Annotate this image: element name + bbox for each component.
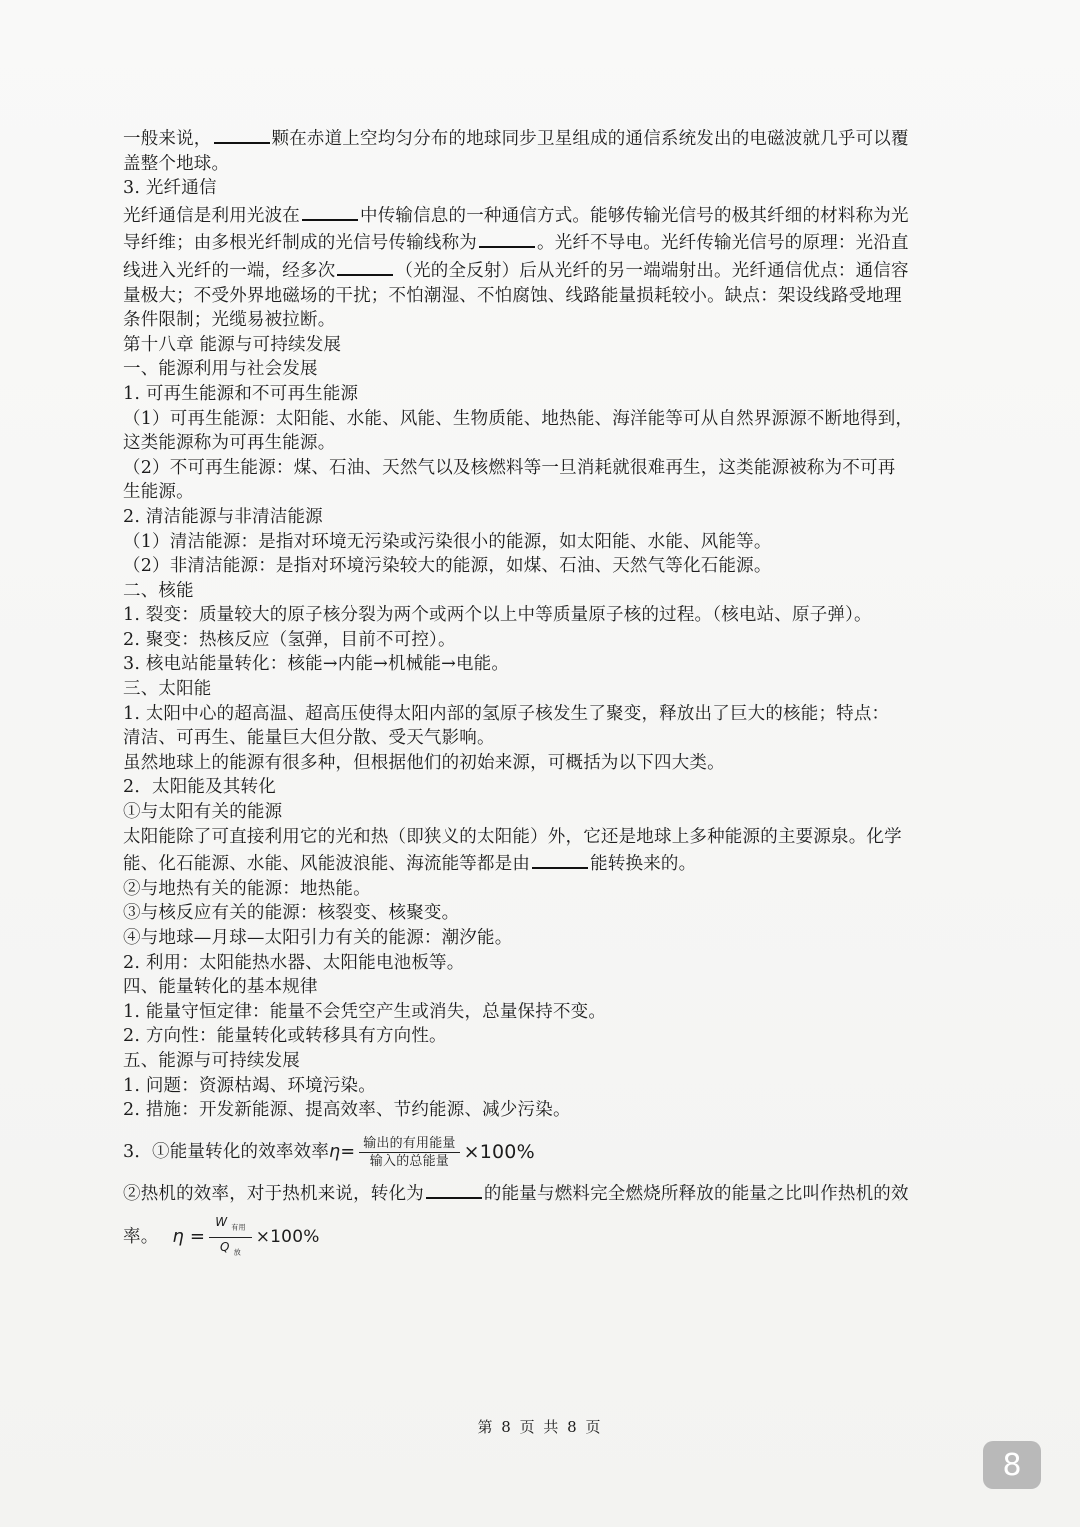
text-line: 3. 核电站能量转化：核能→内能→机械能→电能。 (123, 654, 510, 675)
eta-symbol: η= (329, 1142, 356, 1163)
text-line: 线进入光纤的一端，经多次 （光的全反射）后从光纤的另一端端射出。光纤通信优点：通信容 (123, 256, 959, 284)
fraction (359, 1135, 459, 1170)
text-line: 2. 方向性：能量转化或转移具有方向性。 (123, 1026, 447, 1047)
text-line: 盖整个地球。 (123, 153, 230, 174)
section-heading: 二、核能 (123, 580, 194, 601)
text-line: 太阳能除了可直接利用它的光和热（即狭义的太阳能）外，它还是地球上多种能源的主要源泉。化学 (123, 826, 902, 847)
text-line: 1. 问题：资源枯竭、环境污染。 (123, 1075, 376, 1096)
text-line: 能、化石能源、水能、风能波浪能、海流能等都是由 能转换来的。 (123, 849, 959, 877)
fraction-denominator: Q $_放$ (220, 1239, 241, 1257)
fill-blank (532, 849, 588, 869)
text-line: ②热机的效率，对于热机来说，转化为 的能量与燃料完全燃烧所释放的能量之比叫作热机的效 (123, 1179, 959, 1207)
text-line: 一般来说， 颗在赤道上空均匀分布的地球同步卫星组成的通信系统发出的电磁波就几乎可以覆 (123, 124, 959, 152)
eta-symbol: η = (172, 1226, 206, 1248)
text-line: 量极大；不受外界地磁场的干扰；不怕潮湿、不怕腐蚀、线路能量损耗较小。缺点：架设线路受地理 (123, 285, 902, 306)
section-heading: 一、能源利用与社会发展 (123, 359, 318, 380)
text-line: ④与地球—月球—太阳引力有关的能源：潮汐能。 (123, 928, 513, 948)
text-line: 1. 太阳中心的超高温、超高压使得太阳内部的氢原子核发生了聚变，释放出了巨大的核能；特点： (123, 703, 890, 724)
text-line: 生能源。 (123, 482, 194, 503)
section-heading: 四、能量转化的基本规律 (123, 977, 318, 998)
text-line: 这类能源称为可再生能源。 (123, 433, 336, 454)
page-footer: 第 8 页 共 8 页 (477, 1418, 603, 1436)
section-heading: 3. 光纤通信 (123, 178, 217, 199)
text-line: 导纤维；由多根光纤制成的光信号传输线称为 。光纤不导电。光纤传输光信号的原理：光沿直 (123, 228, 959, 256)
subsection-heading: 2．太阳能及其转化 (123, 777, 276, 798)
section-heading: 五、能源与可持续发展 (123, 1050, 300, 1071)
text-line: ②与地热有关的能源：地热能。 (123, 878, 371, 899)
text-line: 光纤通信是利用光波在 中传输信息的一种通信方式。能够传输光信号的极其纤细的材料称为光 (123, 201, 959, 229)
fraction-denominator: 输入的总能量 (369, 1154, 449, 1170)
text-line: ③与核反应有关的能源：核裂变、核聚变。 (123, 903, 460, 924)
fraction-numerator: W $_{有用}$ (209, 1213, 252, 1237)
text-line: 2. 利用：太阳能热水器、太阳能电池板等。 (123, 952, 465, 973)
text-line: 虽然地球上的能源有很多种，但根据他们的初始来源，可概括为以下四大类。 (123, 752, 725, 773)
fraction-numerator: 输出的有用能量 (359, 1135, 459, 1153)
text-line: （2）非清洁能源：是指对环境污染较大的能源，如煤、石油、天然气等化石能源。 (123, 556, 772, 577)
fill-blank (214, 124, 270, 144)
chapter-heading: 第十八章 能源与可持续发展 (123, 334, 342, 355)
formula-tail: ×100% (255, 1227, 320, 1248)
text-line: 清洁、可再生、能量巨大但分散、受天气影响。 (123, 728, 495, 749)
fill-blank (479, 228, 535, 248)
text-line: 2. 措施：开发新能源、提高效率、节约能源、减少污染。 (123, 1100, 571, 1121)
text-line: 1. 能量守恒定律：能量不会凭空产生或消失，总量保持不变。 (123, 1001, 607, 1022)
text-line: 条件限制；光缆易被拉断。 (123, 310, 336, 331)
formula-label: 率。 (123, 1227, 159, 1248)
page-number-badge: 8 (983, 1441, 1041, 1489)
section-heading: 三、太阳能 (123, 679, 212, 700)
text-line: 2. 聚变：热核反应（氢弹，目前不可控）。 (123, 629, 456, 650)
subsection-heading: 2. 清洁能源与非清洁能源 (123, 506, 323, 527)
text-line: ①与太阳有关的能源 (123, 802, 283, 823)
fill-blank (337, 256, 393, 276)
text-line: （2）不可再生能源：煤、石油、天然气以及核燃料等一旦消耗就很难再生，这类能源被称为不可再 (123, 457, 896, 478)
text-line: 1. 裂变：质量较大的原子核分裂为两个或两个以上中等质量原子核的过程。（核电站、原子弹）。 (123, 605, 872, 626)
fill-blank (302, 201, 358, 221)
fraction (209, 1213, 252, 1261)
formula-tail: ×100% (463, 1141, 535, 1164)
fill-blank (426, 1179, 482, 1199)
document-body (123, 124, 959, 1260)
text-line: （1）清洁能源：是指对环境无污染或污染很小的能源，如太阳能、水能、风能等。 (123, 531, 772, 552)
text-line: （1）可再生能源：太阳能、水能、风能、生物质能、地热能、海洋能等可从自然界源源不断地得到， (123, 408, 914, 429)
formula-label: 3．①能量转化的效率效率 (123, 1142, 330, 1163)
efficiency-formula (123, 1131, 959, 1175)
heat-engine-formula (123, 1214, 959, 1260)
subsection-heading: 1. 可再生能源和不可再生能源 (123, 383, 359, 404)
